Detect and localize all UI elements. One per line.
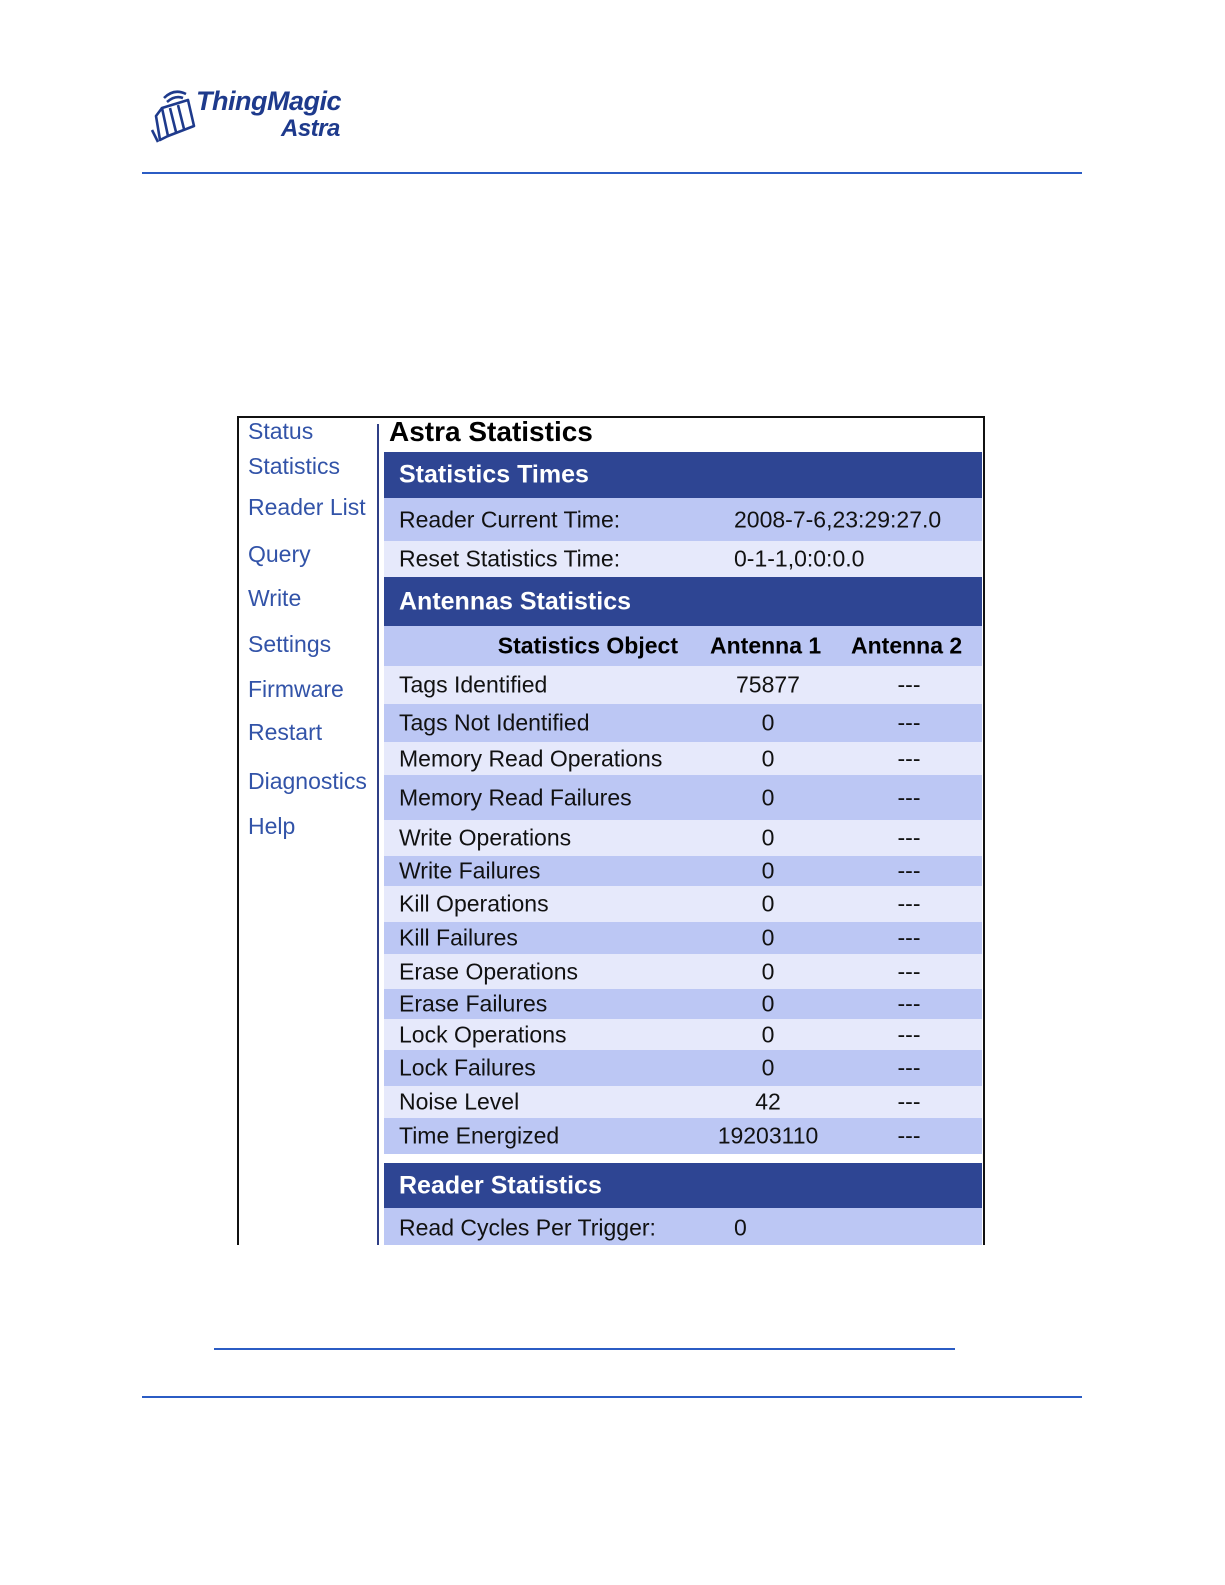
column-header-row xyxy=(384,626,982,666)
reader-device-icon xyxy=(150,86,200,144)
row-label: Kill Operations xyxy=(399,890,549,917)
row-label: Write Failures xyxy=(399,857,541,884)
nav-write-link[interactable]: Write xyxy=(248,585,302,611)
antenna-2-value: --- xyxy=(897,857,921,884)
row-label: Erase Operations xyxy=(399,958,578,984)
table-row xyxy=(384,541,982,577)
antenna-2-value: --- xyxy=(897,709,921,736)
nav-help-link[interactable]: Help xyxy=(248,813,296,839)
logo-brand-text: ThingMagic xyxy=(196,86,341,116)
nav-firmware-link[interactable]: Firmware xyxy=(248,676,344,702)
row-label: Memory Read Operations xyxy=(399,745,663,771)
row-label: Tags Identified xyxy=(399,671,548,698)
row-label: Reset Statistics Time: xyxy=(399,545,621,572)
row-label: Time Energized xyxy=(399,1122,560,1149)
table-row xyxy=(384,1118,982,1154)
antenna-1-value: 0 xyxy=(761,1021,775,1047)
antenna-1-value: 75877 xyxy=(736,671,800,698)
section-title: Antennas Statistics xyxy=(399,587,632,615)
row-label: Write Operations xyxy=(399,824,572,851)
table-row xyxy=(384,1050,982,1086)
column-header-antenna-1: Antenna 1 xyxy=(710,632,822,659)
antenna-2-value: --- xyxy=(897,1088,921,1115)
section-header-antennas-statistics xyxy=(384,577,982,626)
table-row xyxy=(384,820,982,856)
thingmagic-logo xyxy=(150,84,350,146)
antenna-2-value: --- xyxy=(897,1054,921,1081)
antenna-1-value: 0 xyxy=(761,890,775,917)
section-header-statistics-times xyxy=(384,452,982,498)
nav-reader-list-link[interactable]: Reader List xyxy=(248,494,366,520)
antenna-2-value: --- xyxy=(897,924,921,951)
nav-settings-link[interactable]: Settings xyxy=(248,631,332,657)
antenna-1-value: 0 xyxy=(761,824,775,851)
antenna-1-value: 0 xyxy=(761,924,775,951)
antenna-2-value: --- xyxy=(897,958,921,984)
antenna-1-value: 19203110 xyxy=(717,1122,819,1149)
row-label: Read Cycles Per Trigger: xyxy=(399,1214,656,1241)
nav-status-link[interactable]: Status xyxy=(248,418,314,444)
nav-query-link[interactable]: Query xyxy=(248,541,311,567)
section-header-reader-statistics xyxy=(384,1163,982,1208)
row-value: 0 xyxy=(734,1214,747,1241)
row-label: Lock Operations xyxy=(399,1021,567,1047)
antenna-2-value: --- xyxy=(897,1122,921,1149)
row-label: Erase Failures xyxy=(399,990,548,1017)
page-title: Astra Statistics xyxy=(389,416,593,447)
nav-divider xyxy=(377,424,379,1245)
antenna-1-value: 0 xyxy=(761,784,775,810)
antenna-1-value: 0 xyxy=(761,745,775,771)
row-label: Tags Not Identified xyxy=(399,709,590,736)
table-row xyxy=(384,922,982,954)
sidebar-nav xyxy=(239,418,374,1245)
table-row xyxy=(384,498,982,541)
row-label: Memory Read Failures xyxy=(399,784,632,810)
caption-rule xyxy=(214,1348,955,1350)
nav-restart-link[interactable]: Restart xyxy=(248,719,323,745)
row-value: 2008-7-6,23:29:27.0 xyxy=(734,506,942,532)
header-rule xyxy=(142,172,1082,174)
antenna-2-value: --- xyxy=(897,824,921,851)
row-label: Noise Level xyxy=(399,1088,520,1115)
reader-web-ui xyxy=(237,416,985,1245)
nav-diagnostics-link[interactable]: Diagnostics xyxy=(248,768,367,794)
antenna-1-value: 0 xyxy=(761,857,775,884)
table-row xyxy=(384,989,982,1019)
footer-rule xyxy=(142,1396,1082,1398)
row-label: Reader Current Time: xyxy=(399,506,621,532)
table-row xyxy=(384,666,982,704)
row-label: Kill Failures xyxy=(399,924,518,951)
table-row xyxy=(384,704,982,742)
table-row xyxy=(384,775,982,820)
statistics-content xyxy=(384,418,985,1245)
table-row xyxy=(384,1208,982,1245)
antenna-2-value: --- xyxy=(897,784,921,810)
column-header-object: Statistics Object xyxy=(497,632,678,659)
antenna-2-value: --- xyxy=(897,990,921,1017)
column-header-antenna-2: Antenna 2 xyxy=(851,632,963,659)
nav-statistics-link[interactable]: Statistics xyxy=(248,453,341,479)
antenna-1-value: 0 xyxy=(761,990,775,1017)
table-row xyxy=(384,1019,982,1050)
antenna-1-value: 42 xyxy=(755,1088,781,1115)
antenna-2-value: --- xyxy=(897,1021,921,1047)
logo-product-text: Astra xyxy=(281,115,340,142)
table-row xyxy=(384,954,982,989)
section-title: Statistics Times xyxy=(399,460,589,489)
antenna-1-value: 0 xyxy=(761,1054,775,1081)
antenna-2-value: --- xyxy=(897,745,921,771)
table-row xyxy=(384,886,982,922)
antenna-2-value: --- xyxy=(897,671,921,698)
table-row xyxy=(384,742,982,775)
section-title: Reader Statistics xyxy=(399,1171,602,1199)
row-label: Lock Failures xyxy=(399,1054,536,1081)
antenna-1-value: 0 xyxy=(761,709,775,736)
table-row xyxy=(384,856,982,886)
antenna-1-value: 0 xyxy=(761,958,775,984)
table-row xyxy=(384,1086,982,1118)
antenna-2-value: --- xyxy=(897,890,921,917)
row-value: 0-1-1,0:0:0.0 xyxy=(734,545,865,572)
